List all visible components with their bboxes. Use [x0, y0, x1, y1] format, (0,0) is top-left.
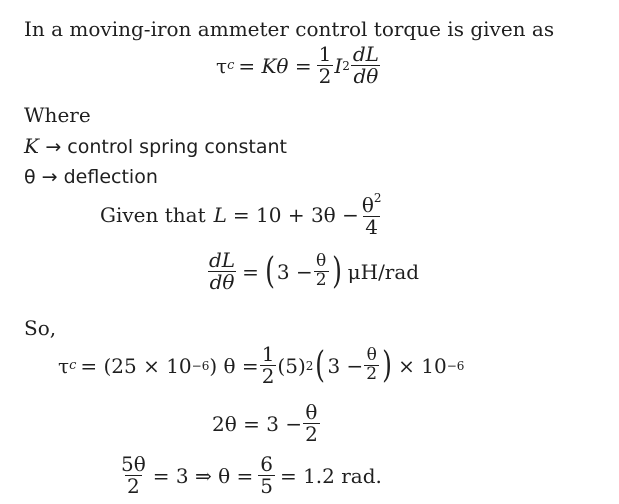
exponent-two: −6 [446, 358, 465, 373]
fraction-numerator: dL [209, 248, 236, 272]
equation-inductance [100, 192, 385, 238]
result-value: = 1.2 rad. [279, 463, 382, 488]
k-symbol: K [24, 134, 39, 158]
left-paren: ( [264, 250, 275, 292]
intro-text [24, 17, 554, 41]
five-exponent: 2 [305, 358, 314, 373]
fraction-denominator: 2 [366, 364, 378, 384]
equation-derivative [206, 250, 419, 293]
equation-simplified [212, 402, 321, 445]
equation-control-torque [216, 44, 382, 87]
result-middle: = 3 ⇒ θ = [152, 463, 254, 488]
theta-equals: ) θ = [209, 353, 259, 378]
equation-torque-balance [58, 344, 464, 387]
k-definition: → control spring constant [45, 136, 287, 158]
fraction-denominator: 2 [318, 64, 332, 88]
fraction-dl-dtheta [351, 44, 381, 87]
tau-symbol: τ [58, 353, 70, 378]
fraction-numerator: θ [361, 193, 374, 217]
tau-subscript: c [227, 57, 235, 73]
fraction-denominator: dθ [353, 64, 379, 88]
right-paren: ) [382, 344, 393, 386]
fraction-denominator: 2 [315, 270, 327, 290]
left-paren: ( [315, 344, 326, 386]
fraction-theta-over-2 [364, 347, 379, 384]
torque-left-expression: = (25 × 10 [80, 353, 192, 378]
fraction-denominator: dθ [209, 270, 235, 294]
equals-sign: = [242, 259, 259, 284]
definition-k [24, 134, 287, 159]
fraction-denominator: 5 [260, 474, 273, 498]
fraction-theta-over-2 [303, 402, 320, 445]
fraction-numerator: θ [366, 345, 377, 366]
fraction-theta-sq-over-4 [360, 192, 384, 238]
current-exponent: 2 [342, 58, 350, 73]
fraction-numerator: θ [316, 251, 327, 272]
fraction-denominator: 2 [305, 422, 318, 446]
intro-line: In a moving-iron ammeter control torque is given as [24, 17, 555, 41]
simplified-lhs: 2θ = 3 − [212, 411, 303, 436]
tau-symbol: τ [216, 53, 228, 78]
where-text: Where [24, 103, 91, 127]
fraction-numerator: 1 [318, 42, 332, 66]
theta-definition: θ → deflection [24, 166, 158, 188]
unit-label: μH/rad [347, 259, 420, 284]
where-label [24, 103, 91, 127]
three-minus: 3 − [327, 353, 364, 378]
so-text: So, [24, 316, 57, 340]
equation-result [118, 454, 382, 497]
definition-theta [24, 165, 158, 189]
equals-k-theta: = Kθ = [238, 53, 312, 78]
five-current: (5) [277, 353, 306, 378]
fraction-denominator: 2 [261, 364, 275, 388]
fraction-one-half [317, 44, 334, 87]
right-paren: ) [331, 250, 342, 292]
exponent-one: −6 [191, 358, 210, 373]
fraction-denominator: 4 [365, 215, 379, 239]
current-symbol: I [334, 53, 343, 78]
tau-subscript: c [69, 357, 77, 373]
fraction-denominator: 2 [127, 474, 140, 498]
fraction-numerator: 1 [261, 342, 275, 366]
fraction-one-half [260, 344, 277, 387]
inductance-symbol: L [213, 203, 227, 227]
theta-exponent: 2 [373, 191, 382, 205]
fraction-6-over-5 [258, 454, 275, 497]
fraction-dl-dtheta [207, 250, 237, 293]
so-label [24, 316, 56, 340]
fraction-numerator: θ [305, 400, 318, 424]
fraction-numerator: dL [352, 42, 379, 66]
given-label: Given that [100, 203, 206, 227]
times-ten: × 10 [398, 353, 447, 378]
inductance-expression: = 10 + 3θ − [232, 203, 359, 227]
fraction-numerator: 5θ [121, 452, 146, 476]
fraction-numerator: 6 [260, 452, 273, 476]
fraction-theta-over-2 [314, 253, 329, 290]
fraction-5theta-over-2 [119, 454, 148, 497]
three-minus: 3 − [276, 259, 313, 284]
